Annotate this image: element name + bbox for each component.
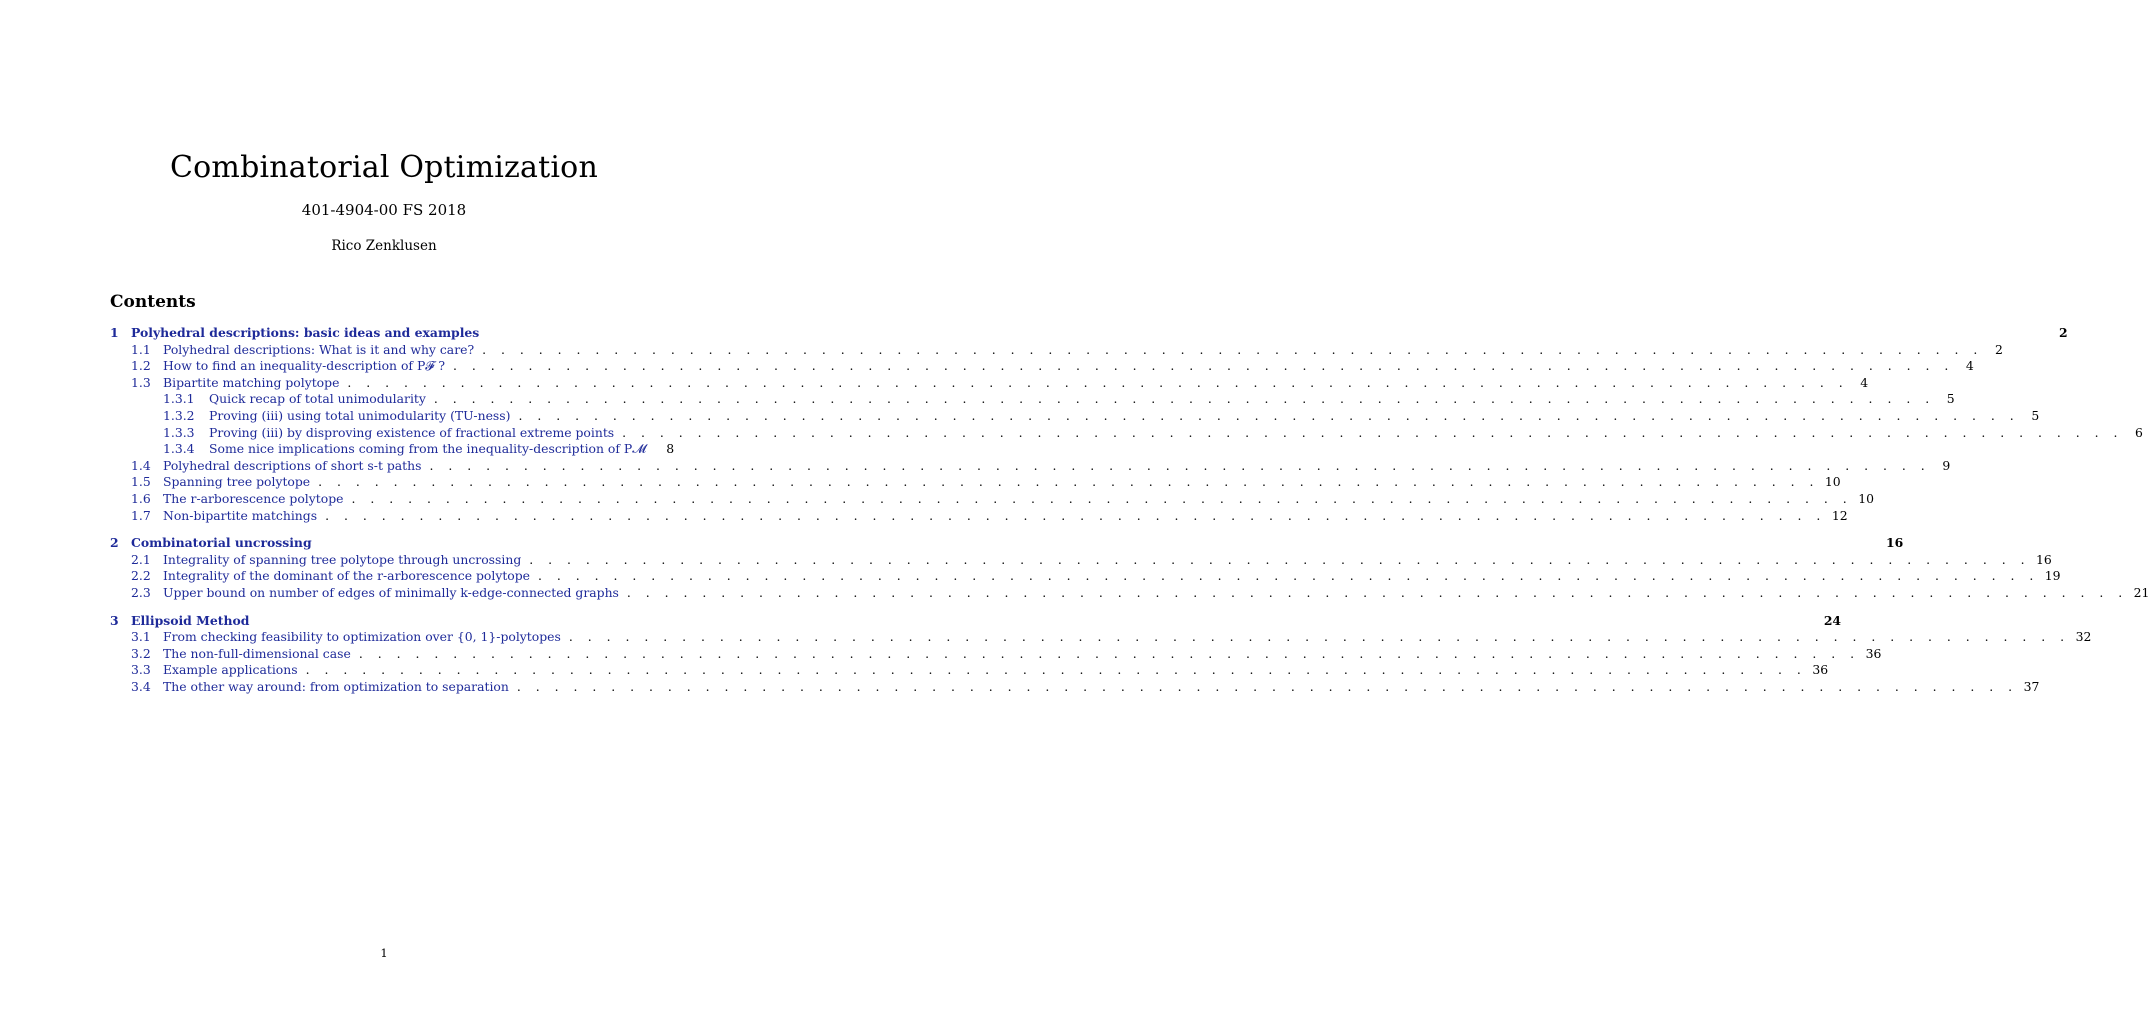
toc-entry-1[interactable] — [110, 325, 2068, 342]
toc-entry-page[interactable]: 10 — [1858, 490, 1874, 506]
toc-entry-title[interactable]: Non-bipartite matchings — [163, 507, 318, 523]
toc-entry-page[interactable]: 24 — [1823, 612, 1842, 628]
toc-entry-number: 1.7 — [131, 507, 151, 523]
toc-entry-page[interactable]: 36 — [1812, 662, 1829, 678]
toc-dot-leader: . . . . . . . . . . . . . . . . . . . . . . . . . . . . . . . . . . . . . . . . . . . . . . . . . . . . . . . . . . . . . . . . . . . . . . . . . . . . . . . . — [516, 678, 2018, 694]
toc-entry-number: 1.3.1 — [163, 391, 195, 407]
toc-entry-number: 1.3.3 — [163, 424, 195, 440]
toc-entry-page[interactable]: 32 — [2075, 629, 2092, 645]
toc-entry-page[interactable]: 4 — [1860, 374, 1869, 390]
toc-entry-number: 1.1 — [131, 341, 151, 357]
toc-entry-3-1[interactable] — [110, 629, 2092, 646]
toc-entry-1-3-4[interactable] — [110, 441, 675, 458]
toc-entry-title[interactable]: Combinatorial uncrossing — [131, 535, 312, 551]
toc-entry-page[interactable]: 2 — [1994, 341, 2003, 357]
toc-entry-page[interactable]: 12 — [1831, 507, 1848, 523]
table-of-contents — [110, 325, 2149, 695]
toc-entry-1-3-3[interactable] — [110, 424, 2143, 442]
toc-entry-title[interactable]: Spanning tree polytope — [163, 474, 311, 490]
toc-entry-page[interactable]: 4 — [1965, 358, 1974, 374]
toc-entry-title[interactable]: Polyhedral descriptions: basic ideas and examples — [131, 325, 480, 340]
toc-entry-number: 3 — [110, 612, 119, 628]
toc-entry-title[interactable]: The r-arborescence polytope — [163, 490, 344, 506]
toc-entry-3-4[interactable] — [110, 678, 2040, 696]
toc-entry-number: 2.1 — [131, 551, 151, 567]
toc-dot-leader: . . . . . . . . . . . . . . . . . . . . . . . . . . . . . . . . . . . . . . . . . . . . . . . . . . . . . . . . . . . . . . . . . . . . . . . . . . . . . . . . — [325, 507, 1826, 523]
toc-entry-2-1[interactable] — [110, 551, 2052, 569]
toc-dot-leader: . . . . . . . . . . . . . . . . . . . . . . . . . . . . . . . . . . . . . . . . . . . . . . . . . . . . . . . . . . . . . . . . . . . . . . . . . . . . . . . . — [568, 629, 2070, 645]
course-code: 401-4904-00 FS 2018 — [301, 201, 467, 219]
toc-dot-leader: . . . . . . . . . . . . . . . . . . . . . . . . . . . . . . . . . . . . . . . . . . . . . . . . . . . . . . . . . . . . . . . . . . . . . . . . . . . . . . . . — [429, 457, 1931, 473]
toc-entry-number: 1.6 — [131, 490, 151, 506]
toc-entry-2-2[interactable] — [110, 568, 2061, 585]
toc-entry-number: 2 — [110, 535, 119, 551]
toc-entry-title[interactable]: Polyhedral descriptions of short s-t paths — [163, 457, 422, 473]
toc-entry-title[interactable]: How to find an inequality-description of P𝓕 ? — [163, 358, 446, 374]
toc-entry-3[interactable] — [110, 612, 1842, 630]
toc-entry-3-3[interactable] — [110, 662, 1829, 679]
toc-entry-title[interactable]: Ellipsoid Method — [131, 612, 250, 628]
toc-dot-leader: . . . . . . . . . . . . . . . . . . . . . . . . . . . . . . . . . . . . . . . . . . . . . . . . . . . . . . . . . . . . . . . . . . . . . . . . . . . . . . . . — [318, 474, 1819, 490]
toc-entry-3-2[interactable] — [110, 645, 1882, 663]
toc-entry-1-3-1[interactable] — [110, 391, 1955, 408]
toc-entry-page[interactable]: 19 — [2044, 568, 2061, 584]
toc-entry-number: 2.2 — [131, 568, 151, 584]
toc-dot-leader: . . . . . . . . . . . . . . . . . . . . . . . . . . . . . . . . . . . . . . . . . . . . . . . . . . . . . . . . . . . . . . . . . . . . . . . . . . . . . . . . — [538, 568, 2039, 584]
toc-entry-title[interactable]: Integrality of spanning tree polytope through uncrossing — [163, 551, 522, 567]
toc-entry-page[interactable]: 21 — [2133, 584, 2149, 600]
document-title: Combinatorial Optimization — [170, 150, 598, 185]
toc-entry-page[interactable]: 5 — [2031, 407, 2040, 423]
toc-entry-page[interactable]: 9 — [1942, 457, 1951, 473]
toc-entry-number: 3.3 — [131, 662, 151, 678]
toc-entry-1-1[interactable] — [110, 341, 2003, 359]
toc-entry-number: 3.1 — [131, 629, 151, 645]
toc-entry-number: 1.5 — [131, 474, 151, 490]
toc-entry-1-3[interactable] — [110, 374, 1869, 392]
toc-entry-number: 1.3.4 — [163, 441, 195, 457]
toc-entry-title[interactable]: From checking feasibility to optimization over {0, 1}-polytopes — [163, 629, 561, 645]
toc-dot-leader: . . . . . . . . . . . . . . . . . . . . . . . . . . . . . . . . . . . . . . . . . . . . . . . . . . . . . . . . . . . . . . . . . . . . . . . . . . . . . . . . — [305, 662, 1807, 678]
toc-entry-number: 1.2 — [131, 358, 151, 374]
toc-entry-title[interactable]: Some nice implications coming from the inequality-description of P𝓜 — [209, 441, 647, 457]
toc-entry-number: 3.2 — [131, 645, 151, 661]
toc-entry-number: 3.4 — [131, 678, 151, 694]
toc-entry-number: 1.3.2 — [163, 407, 195, 423]
toc-entry-1-3-2[interactable] — [110, 407, 2040, 425]
page-number: 1 — [380, 946, 388, 960]
toc-entry-title[interactable]: Upper bound on number of edges of minimally k-edge-connected graphs — [163, 584, 619, 600]
toc-entry-1-7[interactable] — [110, 507, 1848, 525]
toc-entry-title[interactable]: Integrality of the dominant of the r-arborescence polytope — [163, 568, 531, 584]
toc-entry-page[interactable]: 10 — [1824, 474, 1841, 490]
toc-entry-2[interactable] — [110, 535, 1904, 552]
toc-dot-leader: . . . . . . . . . . . . . . . . . . . . . . . . . . . . . . . . . . . . . . . . . . . . . . . . . . . . . . . . . . . . . . . . . . . . . . . . . . . . . . . . — [518, 407, 2020, 423]
toc-entry-page[interactable]: 16 — [1886, 535, 1904, 551]
toc-entry-page[interactable]: 36 — [1865, 645, 1882, 661]
toc-entry-title[interactable]: Proving (iii) by disproving existence of fractional extreme points — [209, 424, 615, 440]
contents-heading: Contents — [110, 292, 196, 312]
toc-entry-title[interactable]: Proving (iii) using total unimodularity (TU-ness) — [209, 407, 511, 423]
author-name: Rico Zenklusen — [331, 238, 437, 254]
toc-dot-leader: . . . . . . . . . . . . . . . . . . . . . . . . . . . . . . . . . . . . . . . . . . . . . . . . . . . . . . . . . . . . . . . . . . . . . . . . . . . . . . . . — [433, 391, 1935, 407]
toc-entry-1-6[interactable] — [110, 490, 1874, 508]
toc-dot-leader: . . . . . . . . . . . . . . . . . . . . . . . . . . . . . . . . . . . . . . . . . . . . . . . . . . . . . . . . . . . . . . . . . . . . . . . . . . . . . . . . — [622, 424, 2123, 440]
toc-entry-number: 1.4 — [131, 457, 151, 473]
toc-dot-leader: . . . . . . . . . . . . . . . . . . . . . . . . . . . . . . . . . . . . . . . . . . . . . . . . . . . . . . . . . . . . . . . . . . . . . . . . . . . . . . . . — [529, 551, 2031, 567]
toc-entry-title[interactable]: Example applications — [163, 662, 298, 678]
toc-entry-title[interactable]: Bipartite matching polytope — [163, 374, 340, 390]
toc-entry-page[interactable]: 8 — [666, 441, 675, 457]
toc-entry-title[interactable]: The other way around: from optimization to separation — [163, 678, 509, 694]
toc-entry-1-5[interactable] — [110, 474, 1841, 491]
toc-entry-number: 2.3 — [131, 584, 151, 600]
toc-entry-page[interactable]: 6 — [2135, 424, 2143, 440]
toc-dot-leader: . . . . . . . . . . . . . . . . . . . . . . . . . . . . . . . . . . . . . . . . . . . . . . . . . . . . . . . . . . . . . . . . . . . . . . . . . . . . . . . . — [626, 584, 2128, 600]
toc-dot-leader: . . . . . . . . . . . . . . . . . . . . . . . . . . . . . . . . . . . . . . . . . . . . . . . . . . . . . . . . . . . . . . . . . . . . . . . . . . . . . . . . — [482, 341, 1983, 357]
toc-entry-page[interactable]: 37 — [2023, 678, 2040, 694]
toc-entry-page[interactable]: 5 — [1946, 391, 1955, 407]
toc-entry-page[interactable]: 16 — [2036, 551, 2052, 567]
toc-dot-leader: . . . . . . . . . . . . . . . . . . . . . . . . . . . . . . . . . . . . . . . . . . . . . . . . . . . . . . . . . . . . . . . . . . . . . . . . . . . . . . . . — [358, 645, 1860, 661]
toc-entry-1-2[interactable] — [110, 358, 1974, 375]
toc-entry-number: 1 — [110, 325, 119, 340]
toc-entry-title[interactable]: Quick recap of total unimodularity — [209, 391, 426, 407]
toc-entry-page[interactable]: 2 — [2059, 325, 2068, 340]
toc-entry-2-3[interactable] — [110, 584, 2149, 602]
toc-entry-title[interactable]: Polyhedral descriptions: What is it and why care? — [163, 341, 475, 357]
toc-dot-leader: . . . . . . . . . . . . . . . . . . . . . . . . . . . . . . . . . . . . . . . . . . . . . . . . . . . . . . . . . . . . . . . . . . . . . . . . . . . . . . . . — [351, 490, 1853, 506]
toc-dot-leader: . . . . . . . . . . . . . . . . . . . . . . . . . . . . . . . . . . . . . . . . . . . . . . . . . . . . . . . . . . . . . . . . . . . . . . . . . . . . . . . . — [347, 374, 1849, 390]
toc-entry-1-4[interactable] — [110, 457, 1951, 475]
toc-entry-title[interactable]: The non-full-dimensional case — [163, 645, 351, 661]
toc-dot-leader: . . . . . . . . . . . . . . . . . . . . . . . . . . . . . . . . . . . . . . . . . . . . . . . . . . . . . . . . . . . . . . . . . . . . . . . . . . . . . . . . — [453, 358, 1954, 374]
toc-entry-number: 1.3 — [131, 374, 151, 390]
